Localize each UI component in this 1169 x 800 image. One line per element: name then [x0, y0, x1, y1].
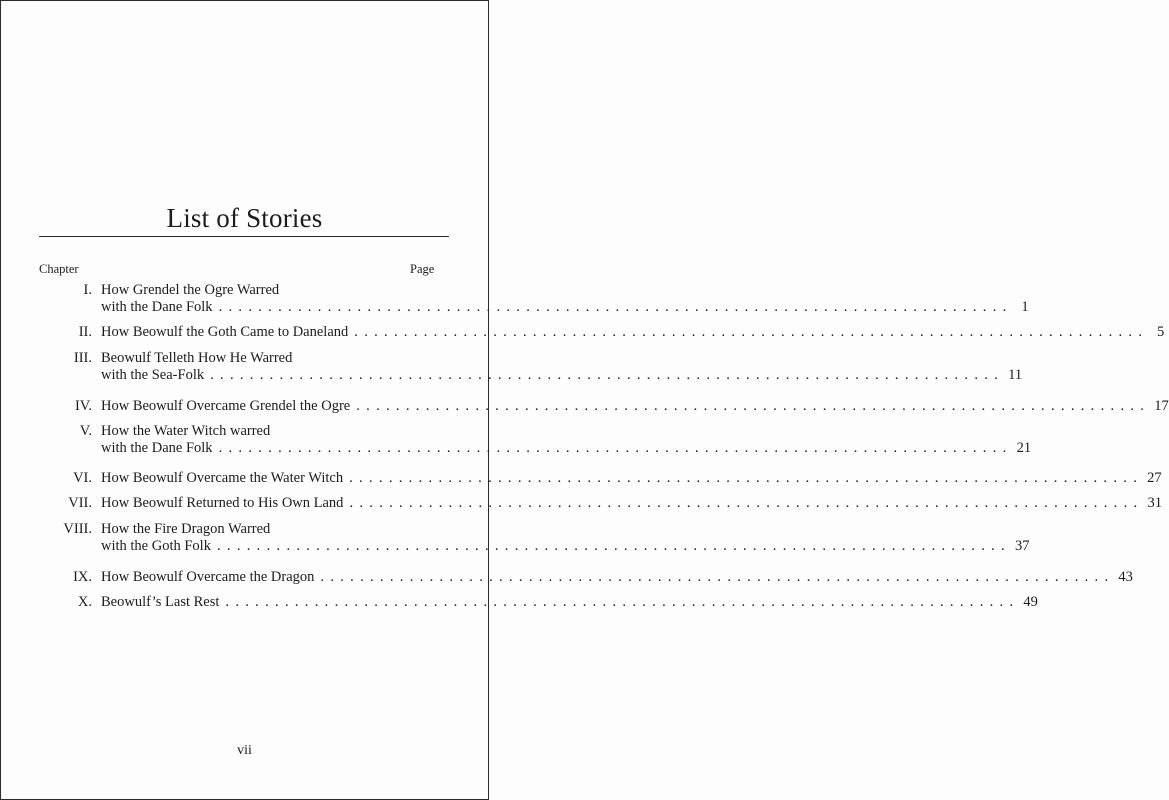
chapter-title-text: with the Goth Folk — [101, 538, 211, 554]
chapter-title-text: How Beowulf the Goth Came to Daneland — [101, 324, 349, 340]
chapter-number: V. — [79, 423, 92, 439]
chapter-title-line — [101, 298, 1029, 316]
chapter-title-text: How Beowulf Returned to His Own Land — [101, 495, 344, 511]
chapter-title-text: How Beowulf Overcame Grendel the Ogre — [101, 398, 351, 414]
chapter-number: VII. — [68, 495, 92, 511]
dot-leader: ................................................................................ — [216, 538, 1011, 554]
chapter-header: Chapter — [39, 262, 79, 276]
chapter-page-number: 43 — [1118, 569, 1133, 585]
chapter-title-line — [101, 593, 1038, 611]
dot-leader: ................................................................................ — [349, 495, 1144, 511]
chapter-page-number: 11 — [1008, 367, 1023, 383]
dot-leader: ................................................................................ — [356, 398, 1151, 414]
chapter-title-line — [101, 366, 1023, 384]
chapter-title-line: Beowulf Telleth How He Warred — [101, 350, 293, 366]
dot-leader: ................................................................................ — [225, 594, 1020, 610]
page-header: Page — [410, 262, 435, 276]
dot-leader: ................................................................................ — [349, 470, 1144, 486]
dot-leader: ................................................................................ — [218, 440, 1013, 456]
chapter-number: VIII. — [63, 521, 92, 537]
page-number: vii — [237, 743, 252, 758]
chapter-page-number: 17 — [1154, 398, 1169, 414]
chapter-number: I. — [83, 282, 92, 298]
chapter-page-number: 49 — [1023, 594, 1038, 610]
chapter-number: II. — [78, 324, 92, 340]
chapter-page-number: 27 — [1147, 470, 1162, 486]
chapter-title-text: with the Dane Folk — [101, 299, 213, 315]
chapter-page-number: 1 — [1021, 299, 1029, 315]
chapter-number: IV. — [74, 398, 92, 414]
chapter-title-line — [101, 537, 1030, 555]
chapter-number: III. — [73, 350, 92, 366]
chapter-title-line — [101, 323, 1165, 341]
chapter-page-number: 5 — [1157, 324, 1165, 340]
chapter-number: VI. — [73, 470, 92, 486]
chapter-title-line — [101, 568, 1133, 586]
chapter-title-line: How Grendel the Ogre Warred — [101, 282, 280, 298]
dot-leader: ................................................................................ — [354, 324, 1149, 340]
chapter-title-line: How the Water Witch warred — [101, 423, 271, 439]
chapter-page-number: 21 — [1016, 440, 1032, 456]
chapter-page-number: 37 — [1014, 538, 1030, 554]
chapter-number: IX. — [73, 569, 92, 585]
chapter-title-text: with the Dane Folk — [101, 440, 213, 456]
dot-leader: ................................................................................ — [210, 367, 1005, 383]
chapter-title-line — [101, 397, 1169, 415]
chapter-title-text: How Beowulf Overcame the Water Witch — [101, 470, 344, 486]
chapter-title-line — [101, 439, 1032, 457]
chapter-title-text: with the Sea-Folk — [101, 367, 205, 383]
chapter-number: X. — [77, 594, 92, 610]
chapter-title-text: Beowulf’s Last Rest — [101, 594, 220, 610]
page-title: List of Stories — [166, 203, 323, 233]
chapter-title-line — [101, 469, 1162, 487]
chapter-page-number: 31 — [1147, 495, 1162, 511]
dot-leader: ................................................................................ — [320, 569, 1115, 585]
chapter-title-line: How the Fire Dragon Warred — [101, 521, 271, 537]
chapter-title-text: How Beowulf Overcame the Dragon — [101, 569, 315, 585]
chapter-title-line — [101, 494, 1162, 512]
dot-leader: ................................................................................ — [218, 299, 1013, 315]
